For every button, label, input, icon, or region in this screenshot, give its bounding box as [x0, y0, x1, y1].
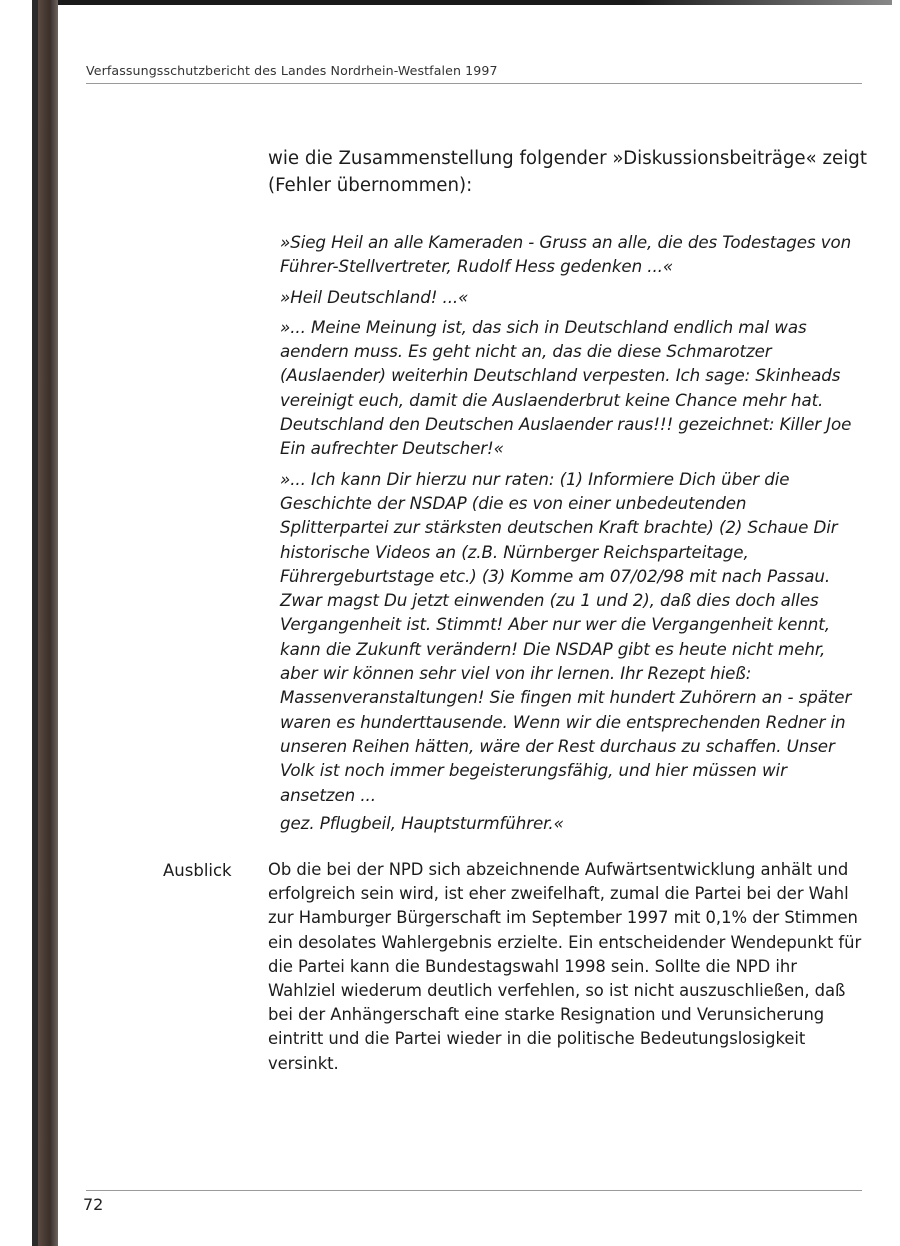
quote-signature: gez. Pflugbeil, Hauptsturmführer.«: [280, 812, 564, 833]
quote-item: »... Meine Meinung ist, das sich in Deutschland endlich mal was aendern muss. Es geht nicht an, das die diese Schmarotzer (Auslaender) weiterhin Deutschland verpesten. Ich sage: Skinheads vereinigt euch, damit die Auslaenderbrut keine Chance mehr hat. Deutschland den Deutschen Auslaender raus!!! gezeichnet: Killer Joe Ein aufrechter Deutscher!«: [280, 316, 852, 459]
binding-shadow: [38, 0, 58, 1246]
page-number: 72: [83, 1195, 104, 1214]
quoted-posts: [280, 230, 855, 841]
intro-text: wie die Zusammenstellung folgender »Diskussionsbeiträge« zeigt (Fehler übernommen):: [268, 148, 867, 196]
quote-item: »Sieg Heil an alle Kameraden - Gruss an alle, die des Todestages von Führer-Stellvertreter, Rudolf Hess gedenken ...«: [280, 232, 852, 277]
running-header: Verfassungsschutzbericht des Landes Nordrhein-Westfalen 1997: [86, 63, 498, 78]
top-rule: [32, 0, 892, 5]
outlook-paragraph: [268, 858, 863, 1076]
quote-item: »... Ich kann Dir hierzu nur raten: (1) Informiere Dich über die Geschichte der NSDAP (die es von einer unbedeutenden Splitterpartei zur stärksten deutschen Kraft brachte) (2) Schaue Dir historische Videos an (z.B. Nürnberger Reichsparteitage, Führergeburtstage etc.) (3) Komme am 07/02/98 mit nach Passau. Zwar magst Du jetzt einwenden (zu 1 und 2), daß dies doch alles Vergangenheit ist. Stimmt! Aber nur wer die Vergangenheit kennt, kann die Zukunft verändern! Die NSDAP gibt es heute nicht mehr, aber wir können sehr viel von ihr lernen. Ihr Rezept hieß: Massenveranstaltungen! Sie fingen mit hundert Zuhörern an - später waren es hunderttausende. Wenn wir die entsprechenden Redner in unseren Reihen hätten, wäre der Rest durchaus zu schaffen. Unser Volk ist noch immer begeisterungsfähig, und hier müssen wir ansetzen ...: [280, 468, 852, 805]
header-divider: [86, 83, 862, 84]
intro-paragraph: [268, 145, 868, 199]
quote-item: »Heil Deutschland! ...«: [280, 286, 469, 307]
footer-divider: [86, 1190, 862, 1191]
section-label: Ausblick: [163, 861, 232, 880]
outlook-text: Ob die bei der NPD sich abzeichnende Aufwärtsentwicklung anhält und erfolgreich sein wird, ist eher zweifelhaft, zumal die Partei bei der Wahl zur Hamburger Bürgerschaft im September 1997 mit 0,1% der Stimmen ein desolates Wahlergebnis erzielte. Ein entscheidender Wendepunkt für die Partei kann die Bundestagswahl 1998 sein. Sollte die NPD ihr Wahlziel wiederum deutlich verfehlen, so ist nicht auszuschließen, daß bei der Anhängerschaft eine starke Resignation und Verunsicherung eintritt und die Partei wieder in die politische Bedeutungslosigkeit versinkt.: [268, 860, 862, 1073]
